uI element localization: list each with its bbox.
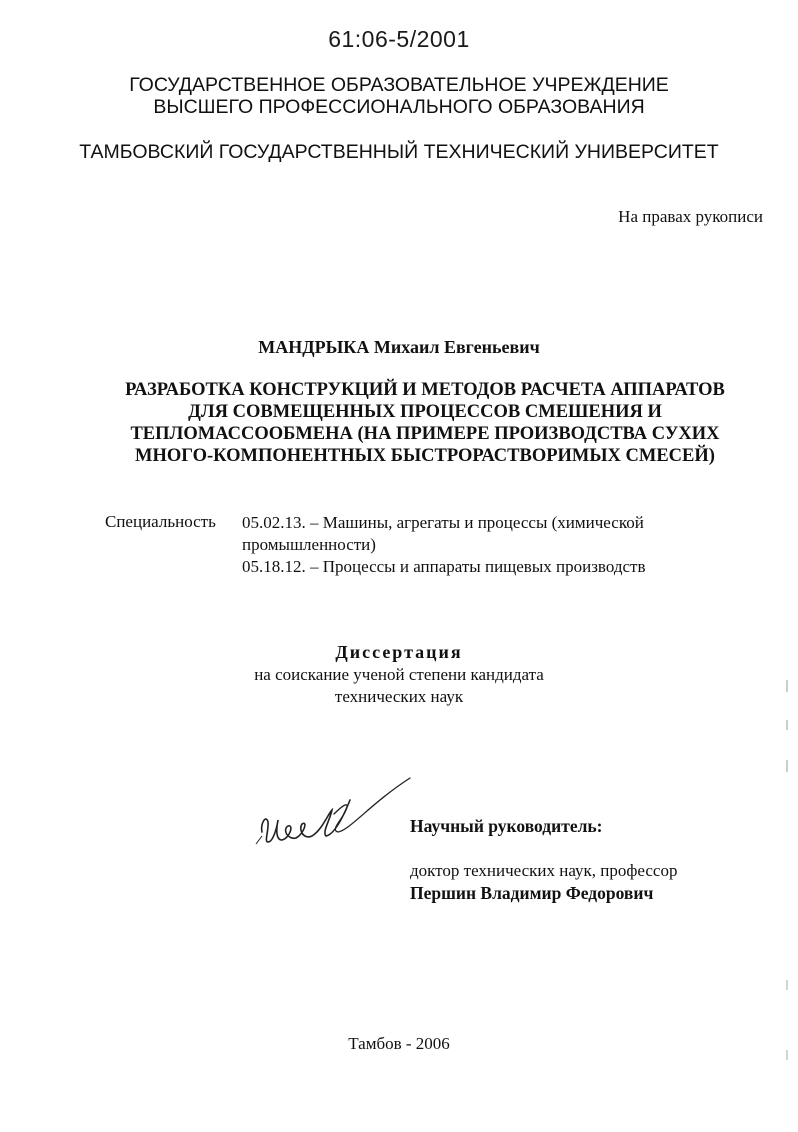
title-line: МНОГО-КОМПОНЕНТНЫХ БЫСТРОРАСТВОРИМЫХ СМЕСЕЙ) [135, 446, 715, 466]
degree-line-2: технических наук [334, 687, 464, 706]
city-year: Тамбов - 2006 [348, 1034, 450, 1053]
degree-description [0, 664, 798, 708]
specialty-line: 05.02.13. – Машины, агрегаты и процессы (химической [242, 513, 644, 532]
handwritten-signature [250, 770, 420, 860]
organization-line-2: ВЫСШЕГО ПРОФЕССИОНАЛЬНОГО ОБРАЗОВАНИЯ [153, 96, 645, 118]
dissertation-heading: Диссертация [335, 642, 463, 662]
scan-edge-marks [782, 680, 792, 1080]
advisor-rank: доктор технических наук, профессор [410, 861, 678, 880]
organization-line-1: ГОСУДАРСТВЕННОЕ ОБРАЗОВАТЕЛЬНОЕ УЧРЕЖДЕНИЕ [129, 74, 669, 96]
author-name: МАНДРЫКА Михаил Евгеньевич [258, 337, 540, 357]
title-line: ТЕПЛОМАССООБМЕНА (НА ПРИМЕРЕ ПРОИЗВОДСТВА СУХИХ [130, 424, 720, 444]
specialty-line: 05.18.12. – Процессы и аппараты пищевых производств [242, 557, 646, 576]
degree-line-1: на соискание ученой степени кандидата [254, 665, 544, 684]
organization-header [0, 74, 798, 118]
university-name: ТАМБОВСКИЙ ГОСУДАРСТВЕННЫЙ ТЕХНИЧЕСКИЙ УНИВЕРСИТЕТ [79, 141, 719, 163]
rights-note: На правах рукописи [618, 207, 763, 226]
advisor-name: Першин Владимир Федорович [410, 883, 654, 903]
title-line: РАЗРАБОТКА КОНСТРУКЦИЙ И МЕТОДОВ РАСЧЕТА АППАРАТОВ [125, 380, 725, 400]
archive-code: 61:06-5/2001 [328, 26, 470, 52]
title-line: ДЛЯ СОВМЕЩЕННЫХ ПРОЦЕССОВ СМЕШЕНИЯ И [188, 402, 662, 422]
specialty-line: промышленности) [242, 535, 376, 554]
advisor-label: Научный руководитель: [410, 816, 603, 836]
specialty-label: Специальность [105, 512, 216, 531]
dissertation-title [80, 379, 770, 467]
